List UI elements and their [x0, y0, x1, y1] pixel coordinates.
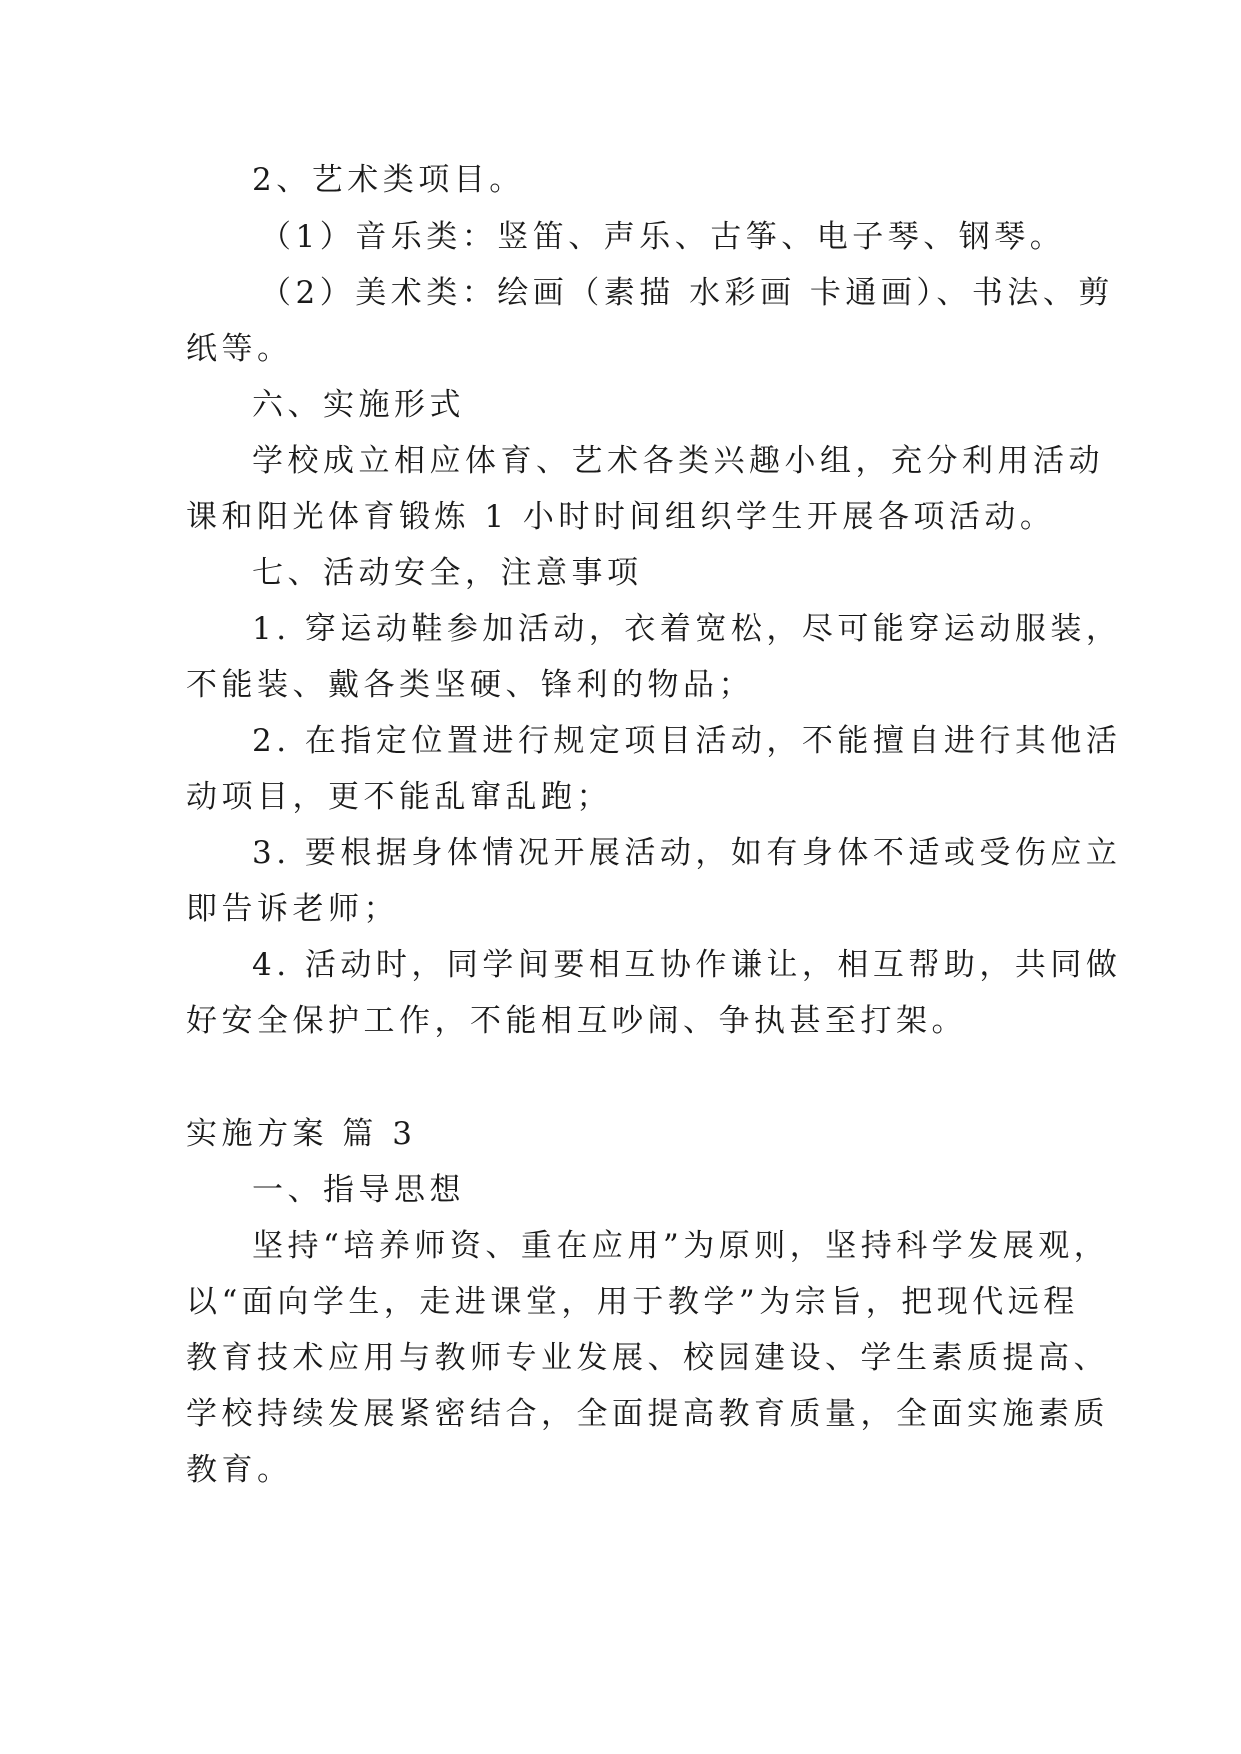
list-item-music: （1）音乐类：竖笛、声乐、古筝、电子琴、钢琴。: [260, 219, 1066, 255]
article-title: 实施方案 篇 3: [186, 1116, 417, 1152]
list-item-safety-1: 1. 穿运动鞋参加活动，衣着宽松，尽可能穿运动服装，: [252, 611, 1122, 647]
list-item-safety-4: 4. 活动时，同学间要相互协作谦让，相互帮助，共同做: [252, 947, 1122, 983]
list-item-fine-arts: （2）美术类：绘画（素描 水彩画 卡通画）、书法、剪: [260, 275, 1114, 311]
list-item-fine-arts-cont: 纸等。: [186, 331, 293, 367]
section-heading-art: 2、艺术类项目。: [252, 162, 525, 198]
paragraph-text: 教育。: [186, 1452, 293, 1488]
list-item-safety-1-cont: 不能装、戴各类坚硬、锋利的物品；: [186, 667, 754, 703]
list-item-safety-4-cont: 好安全保护工作，不能相互吵闹、争执甚至打架。: [186, 1003, 967, 1039]
section-heading-implementation: 六、实施形式: [252, 387, 465, 423]
paragraph-text: 课和阳光体育锻炼 1 小时时间组织学生开展各项活动。: [186, 499, 1056, 535]
paragraph-text: 以“面向学生，走进课堂，用于教学”为宗旨，把现代远程: [186, 1284, 1079, 1320]
paragraph-text: 教育技术应用与教师专业发展、校园建设、学生素质提高、: [186, 1340, 1109, 1376]
list-item-safety-2-cont: 动项目，更不能乱窜乱跑；: [186, 779, 612, 815]
section-heading-guiding-ideology: 一、指导思想: [252, 1172, 465, 1208]
paragraph-text: 学校成立相应体育、艺术各类兴趣小组，充分利用活动: [252, 443, 1104, 479]
section-heading-safety: 七、活动安全，注意事项: [252, 555, 643, 591]
paragraph-text: 坚持“培养师资、重在应用”为原则，坚持科学发展观，: [252, 1228, 1110, 1264]
list-item-safety-3: 3. 要根据身体情况开展活动，如有身体不适或受伤应立: [252, 835, 1122, 871]
list-item-safety-2: 2. 在指定位置进行规定项目活动，不能擅自进行其他活: [252, 723, 1122, 759]
paragraph-text: 学校持续发展紧密结合，全面提高教育质量，全面实施素质: [186, 1396, 1109, 1432]
list-item-safety-3-cont: 即告诉老师；: [186, 891, 399, 927]
